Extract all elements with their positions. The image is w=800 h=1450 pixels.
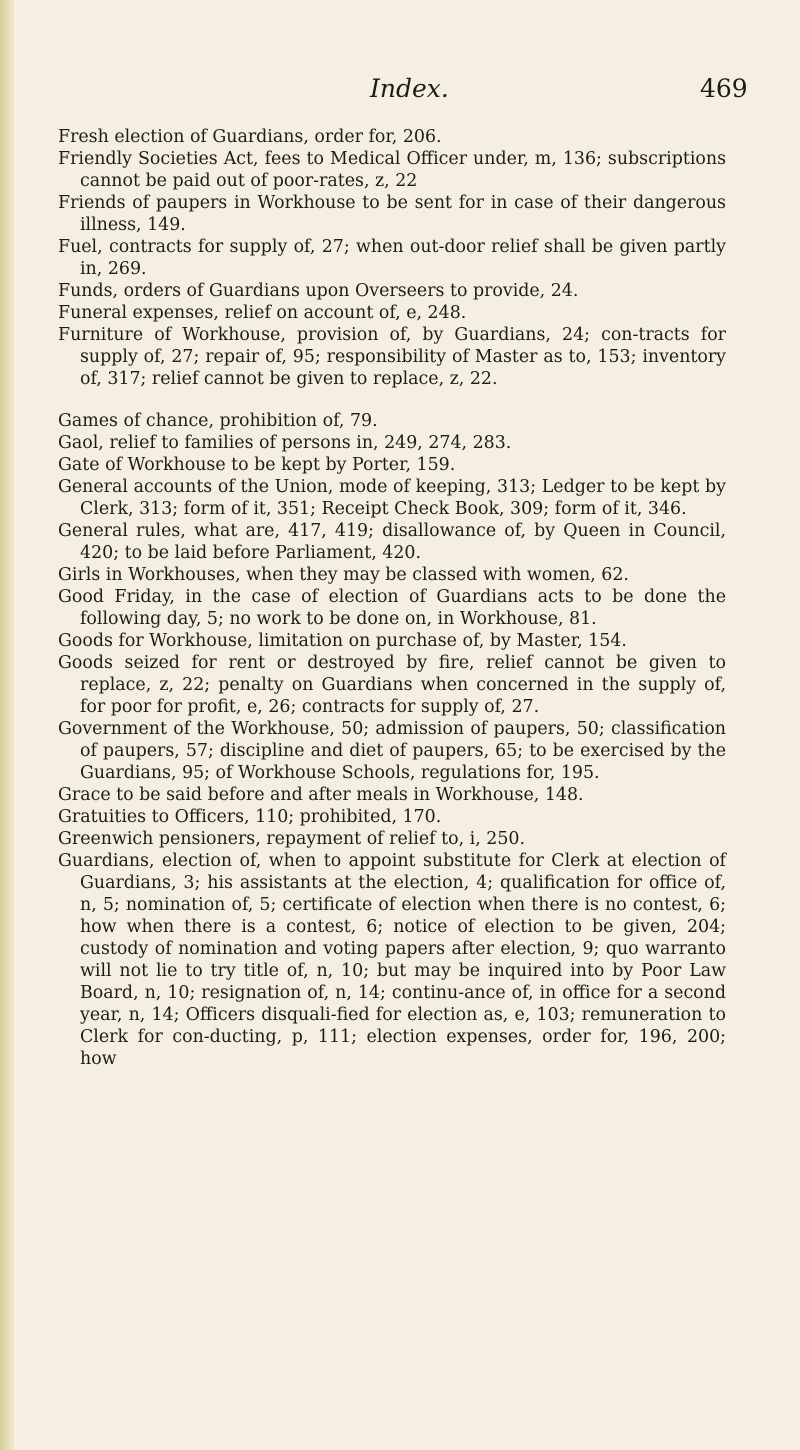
index-entry: Funeral expenses, relief on account of, e, 248.	[58, 303, 467, 323]
index-list	[58, 126, 726, 1070]
index-entry: Fuel, contracts for supply of, 27; when out-door relief shall be given partly in, 269.	[58, 237, 726, 279]
index-entry: General rules, what are, 417, 419; disallowance of, by Queen in Council, 420; to be laid before Parliament, 420.	[58, 521, 726, 563]
section-gap	[58, 390, 726, 410]
index-entry: Friends of paupers in Workhouse to be sent for in case of their dangerous illness, 149.	[58, 193, 726, 235]
index-entry: Friendly Societies Act, fees to Medical Officer under, m, 136; subscriptions cannot be paid out of poor-rates, z, 22	[58, 149, 726, 191]
page-edge	[0, 0, 14, 1450]
index-entry: Guardians, election of, when to appoint substitute for Clerk at election of Guardians, 3; his assistants at the election, 4; qualification for office of, n, 5; nomination of, 5; certificate of election when there is no contest, 6; how when there is a contest, 6; notice of election to be given, 204; custody of nomination and voting papers after election, 9; quo warranto will not lie to try title of, n, 10; but may be inquired into by Poor Law Board, n, 10; resignation of, n, 14; continu-ance of, in office for a second year, n, 14; Officers disquali-fied for election as, e, 103; remuneration to Clerk for con-ducting, p, 111; election expenses, order for, 196, 200; how	[58, 851, 726, 1069]
running-title: Index.	[370, 74, 449, 103]
page-number: 469	[700, 74, 748, 103]
index-entry: Girls in Workhouses, when they may be classed with women, 62.	[58, 565, 629, 585]
page-header	[0, 70, 800, 110]
index-entry: Good Friday, in the case of election of Guardians acts to be done the following day, 5; no work to be done on, in Workhouse, 81.	[58, 587, 726, 629]
index-entry: Gratuities to Officers, 110; prohibited, 170.	[58, 807, 442, 827]
index-entry: Funds, orders of Guardians upon Overseers to provide, 24.	[58, 281, 579, 301]
index-entry: Goods for Workhouse, limitation on purchase of, by Master, 154.	[58, 631, 627, 651]
index-entry: Fresh election of Guardians, order for, 206.	[58, 127, 442, 147]
index-entry: Games of chance, prohibition of, 79.	[58, 411, 378, 431]
index-entry: Gate of Workhouse to be kept by Porter, 159.	[58, 455, 456, 475]
index-entry: Greenwich pensioners, repayment of relief to, i, 250.	[58, 829, 525, 849]
index-entry: Goods seized for rent or destroyed by fire, relief cannot be given to replace, z, 22; penalty on Guardians when concerned in the supply of, for poor for profit, e, 26; contracts for supply of, 27.	[58, 653, 726, 717]
index-entry: Government of the Workhouse, 50; admission of paupers, 50; classification of paupers, 57; discipline and diet of paupers, 65; to be exercised by the Guardians, 95; of Workhouse Schools, regulations for, 195.	[58, 719, 726, 783]
index-entry: Gaol, relief to families of persons in, 249, 274, 283.	[58, 433, 512, 453]
index-entry: Furniture of Workhouse, provision of, by Guardians, 24; con-tracts for supply of, 27; repair of, 95; responsibility of Master as to, 153; inventory of, 317; relief cannot be given to replace, z, 22.	[58, 325, 726, 389]
index-entry: Grace to be said before and after meals in Workhouse, 148.	[58, 785, 584, 805]
index-entry: General accounts of the Union, mode of keeping, 313; Ledger to be kept by Clerk, 313; form of it, 351; Receipt Check Book, 309; form of it, 346.	[58, 477, 726, 519]
